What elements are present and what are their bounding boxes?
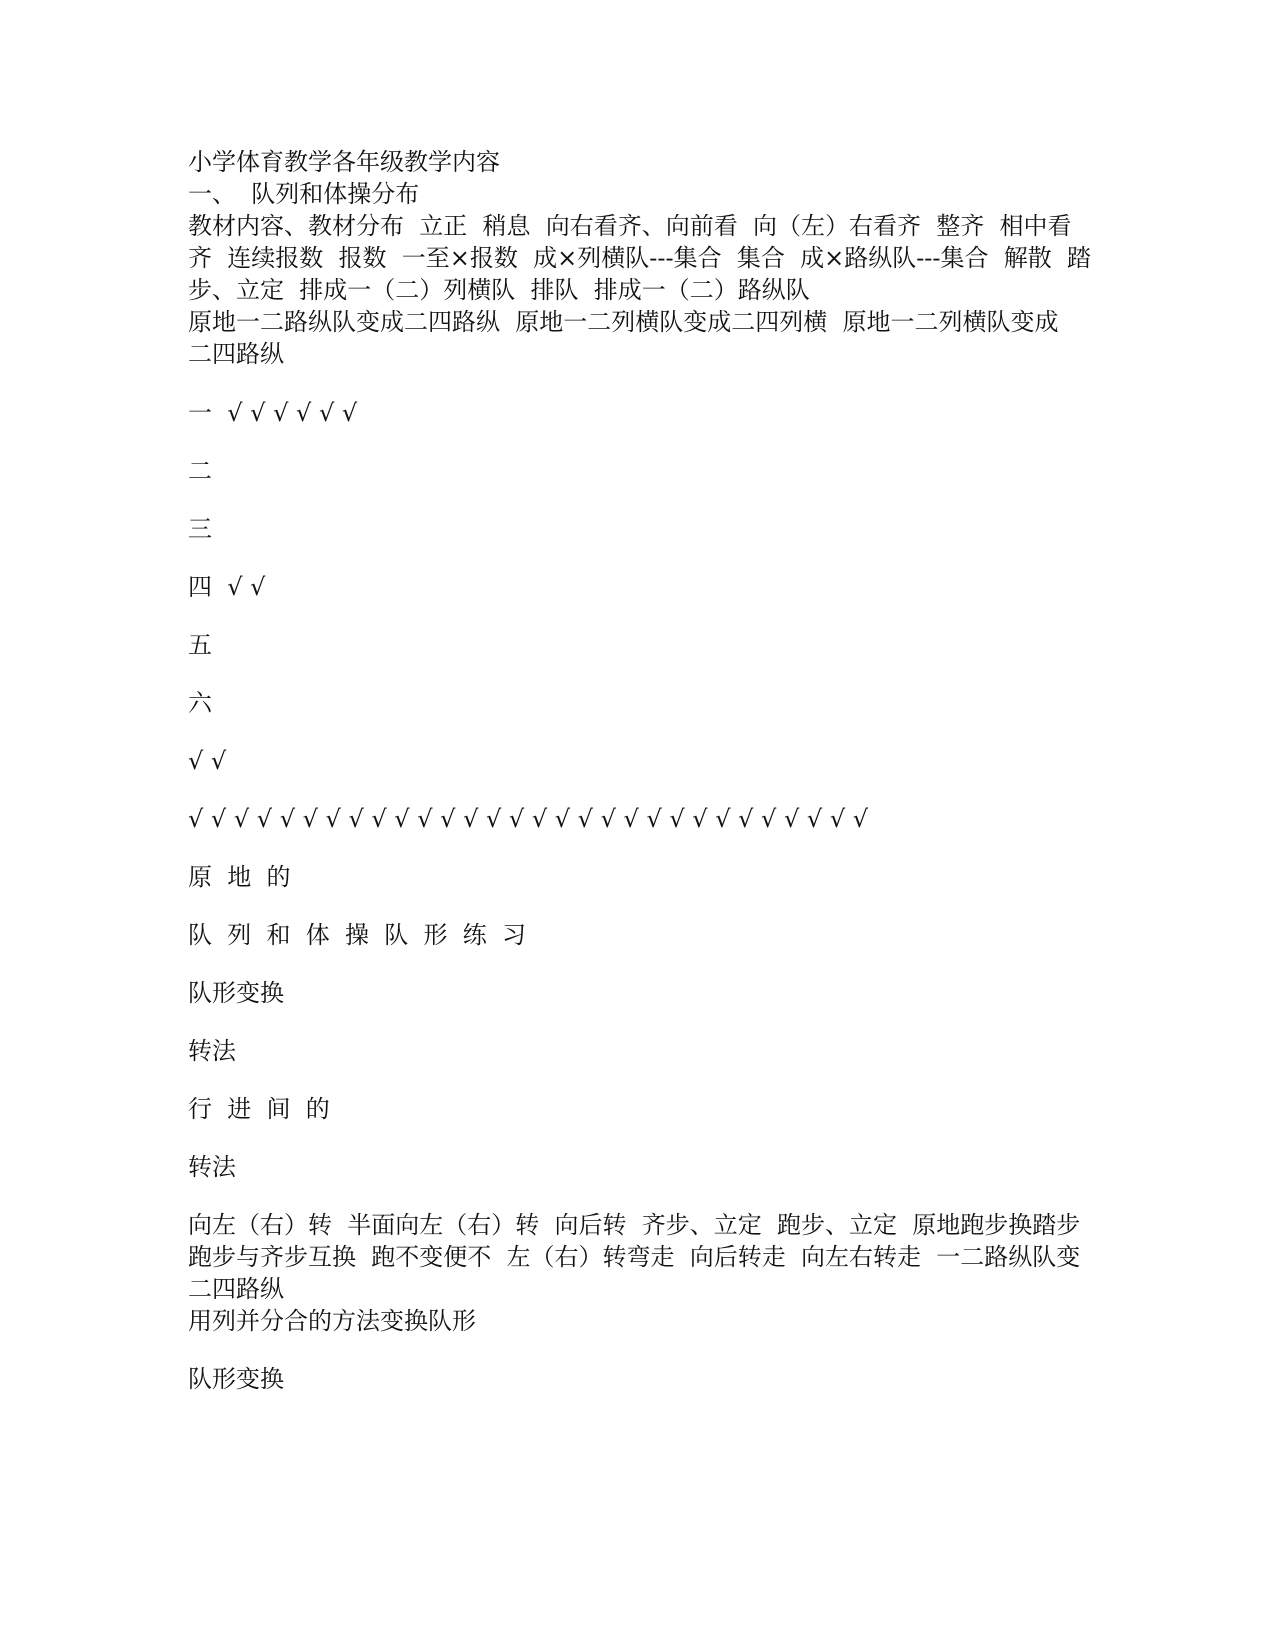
category-label: 原 地 的 xyxy=(188,863,291,891)
content-line: 原地一二路纵队变成二四路纵 原地一二列横队变成二四列横 原地一二列横队变成 xyxy=(188,308,1059,336)
section-heading: 一、 队列和体操分布 xyxy=(188,180,420,208)
check-line: √ √ √ √ √ √ √ √ √ √ √ √ √ √ √ √ √ √ √ √ √ √ √ √ √ √ √ √ √ √ xyxy=(188,805,869,833)
category-label: 队 列 和 体 操 队 形 练 习 xyxy=(188,921,527,949)
grade-row-4: 四 √ √ xyxy=(188,573,266,601)
category-label: 转法 xyxy=(188,1037,236,1065)
category-label: 队形变换 xyxy=(188,979,284,1007)
grade-row-5: 五 xyxy=(188,631,212,659)
grade-row-1: 一 √ √ √ √ √ √ xyxy=(188,399,358,427)
march-line: 跑步与齐步互换 跑不变便不 左（右）转弯走 向后转走 向左右转走 一二路纵队变 xyxy=(188,1243,1081,1271)
content-line: 齐 连续报数 报数 一至×报数 成×列横队---集合 集合 成×路纵队---集合 解散 踏 xyxy=(188,244,1092,272)
march-line: 向左（右）转 半面向左（右）转 向后转 齐步、立定 跑步、立定 原地跑步换踏步 xyxy=(188,1211,1081,1239)
category-label: 行 进 间 的 xyxy=(188,1095,330,1123)
grade-row-2: 二 xyxy=(188,457,212,485)
content-line: 二四路纵 xyxy=(188,340,284,368)
content-line: 教材内容、教材分布 立正 稍息 向右看齐、向前看 向（左）右看齐 整齐 相中看 xyxy=(188,212,1072,240)
grade-row-3: 三 xyxy=(188,515,212,543)
category-label: 转法 xyxy=(188,1153,236,1181)
grade-row-6: 六 xyxy=(188,689,212,717)
content-line: 步、立定 排成一（二）列横队 排队 排成一（二）路纵队 xyxy=(188,276,810,304)
march-line: 用列并分合的方法变换队形 xyxy=(188,1307,476,1335)
march-line: 二四路纵 xyxy=(188,1275,284,1303)
document-title: 小学体育教学各年级教学内容 xyxy=(188,148,500,176)
final-label: 队形变换 xyxy=(188,1365,284,1393)
check-line: √ √ xyxy=(188,747,227,775)
